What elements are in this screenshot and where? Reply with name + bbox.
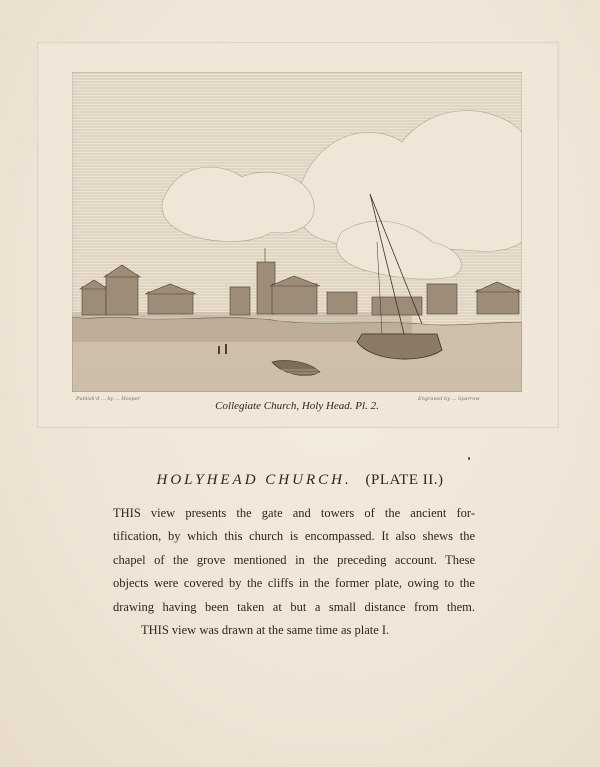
body-line-3: chapel of the grove mentioned in the preceding account. These <box>113 552 475 567</box>
credit-right: Engraved by ... Sparrow <box>418 396 480 402</box>
ink-mark <box>468 457 470 460</box>
body-line-5: drawing having been taken at but a small distance from them. <box>113 599 475 614</box>
foreground-water <box>72 368 522 392</box>
body-line-4: objects were covered by the cliffs in the former plate, owing to the <box>113 576 475 591</box>
credit-left: Publish'd ... by ... Hooper <box>76 396 141 402</box>
body-line-1: THIS view presents the gate and towers of the ancient for- <box>113 506 475 520</box>
heading-plate: (PLATE II.) <box>365 472 444 488</box>
page-heading <box>0 472 600 489</box>
body-line-2: tification, by which this church is encompassed. It also shews the <box>113 529 475 544</box>
engraving-illustration <box>72 72 522 392</box>
plate-caption: Collegiate Church, Holy Head. Pl. 2. <box>215 400 379 412</box>
body-closing-line: THIS view was drawn at the same time as plate I. <box>141 623 390 638</box>
body-text <box>113 502 475 642</box>
heading-title: HOLYHEAD CHURCH. <box>156 472 352 488</box>
